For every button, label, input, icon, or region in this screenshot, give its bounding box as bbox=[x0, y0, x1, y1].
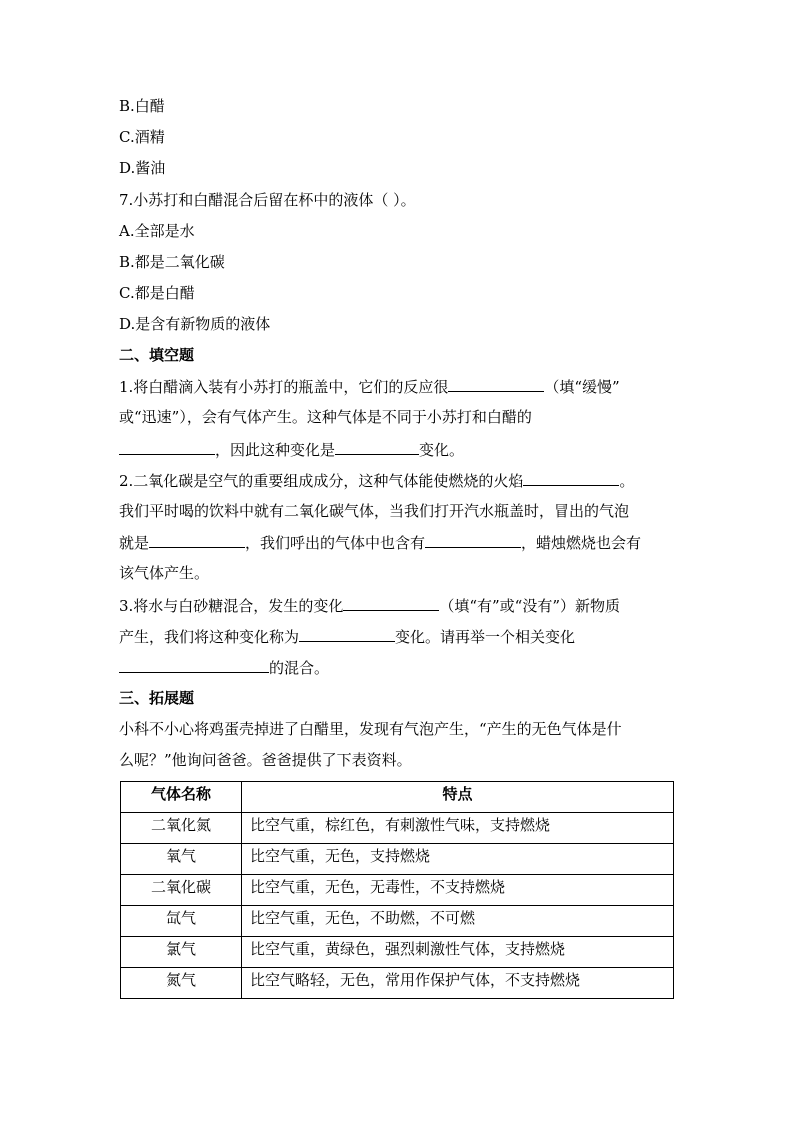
fill-q3-line2: 产生，我们将这种变化称为 变化。请再举一个相关变化 bbox=[119, 625, 575, 648]
table-row bbox=[121, 875, 674, 906]
extension-intro-line2: 么呢？”他询问爸爸。爸爸提供了下表资料。 bbox=[119, 751, 412, 769]
gas-name-cell: 氧气 bbox=[121, 844, 242, 875]
gas-name-cell: 氮气 bbox=[121, 968, 242, 999]
q7-option-b: B.都是二氧化碳 bbox=[119, 253, 225, 271]
fill-q2-line4: 该气体产生。 bbox=[119, 564, 210, 582]
answer-blank[interactable] bbox=[425, 531, 521, 548]
answer-blank[interactable] bbox=[335, 438, 419, 455]
header-properties: 特点 bbox=[242, 782, 674, 813]
answer-blank[interactable] bbox=[343, 594, 439, 611]
extension-intro-line1: 小科不小心将鸡蛋壳掉进了白醋里，发现有气泡产生，“产生的无色气体是什 bbox=[119, 720, 622, 738]
option-b-vinegar: B.白醋 bbox=[119, 97, 165, 115]
gas-name-cell: 氯气 bbox=[121, 937, 242, 968]
table-row bbox=[121, 844, 674, 875]
q7-option-a: A.全部是水 bbox=[119, 222, 195, 240]
fill-q2-line1: 2.二氧化碳是空气的重要组成成分，这种气体能使燃烧的火焰 。 bbox=[119, 469, 634, 492]
fill-q1-line2: 或“迅速”），会有气体产生。这种气体是不同于小苏打和白醋的 bbox=[119, 408, 532, 426]
answer-blank[interactable] bbox=[299, 625, 395, 642]
extension-section-heading: 三、拓展题 bbox=[119, 689, 195, 707]
fill-q1-line3: ，因此这种变化是 变化。 bbox=[119, 438, 464, 461]
gas-property-cell: 比空气重，黄绿色，强烈刺激性气体，支持燃烧 bbox=[242, 937, 674, 968]
table-row bbox=[121, 937, 674, 968]
gas-property-cell: 比空气重，无色，不助燃，不可燃 bbox=[242, 906, 674, 937]
fill-q1-line1: 1.将白醋滴入装有小苏打的瓶盖中，它们的反应很 （填“缓慢” bbox=[119, 375, 620, 398]
answer-blank[interactable] bbox=[119, 438, 215, 455]
answer-blank[interactable] bbox=[119, 656, 269, 673]
table-header-row bbox=[121, 782, 674, 813]
gas-property-cell: 比空气重，无色，支持燃烧 bbox=[242, 844, 674, 875]
fill-section-heading: 二、填空题 bbox=[119, 346, 195, 364]
answer-blank[interactable] bbox=[523, 469, 619, 486]
header-gas-name: 气体名称 bbox=[121, 782, 242, 813]
table-row bbox=[121, 906, 674, 937]
fill-q2-line2: 我们平时喝的饮料中就有二氧化碳气体，当我们打开汽水瓶盖时，冒出的气泡 bbox=[119, 502, 630, 520]
q7-option-c: C.都是白醋 bbox=[119, 284, 195, 302]
gas-property-cell: 比空气略轻，无色，常用作保护气体，不支持燃烧 bbox=[242, 968, 674, 999]
fill-q3-line3: 的混合。 bbox=[119, 656, 329, 679]
table-row bbox=[121, 813, 674, 844]
fill-q3-line1: 3.将水与白砂糖混合，发生的变化 （填“有”或“没有”）新物质 bbox=[119, 594, 620, 617]
table-row bbox=[121, 968, 674, 999]
option-c-alcohol: C.酒精 bbox=[119, 128, 165, 146]
answer-blank[interactable] bbox=[149, 531, 245, 548]
answer-blank[interactable] bbox=[448, 375, 544, 392]
fill-q2-line3: 就是 ，我们呼出的气体中也含有 ，蜡烛燃烧也会有 bbox=[119, 531, 641, 554]
gas-property-cell: 比空气重，无色，无毒性，不支持燃烧 bbox=[242, 875, 674, 906]
option-d-soy-sauce: D.酱油 bbox=[119, 159, 166, 177]
gas-name-cell: 二氧化碳 bbox=[121, 875, 242, 906]
question-7: 7.小苏打和白醋混合后留在杯中的液体（ ）。 bbox=[119, 191, 416, 209]
gas-name-cell: 氙气 bbox=[121, 906, 242, 937]
gas-name-cell: 二氧化氮 bbox=[121, 813, 242, 844]
gas-properties-table bbox=[120, 781, 674, 999]
q7-option-d: D.是含有新物质的液体 bbox=[119, 315, 271, 333]
gas-property-cell: 比空气重，棕红色，有刺激性气味，支持燃烧 bbox=[242, 813, 674, 844]
